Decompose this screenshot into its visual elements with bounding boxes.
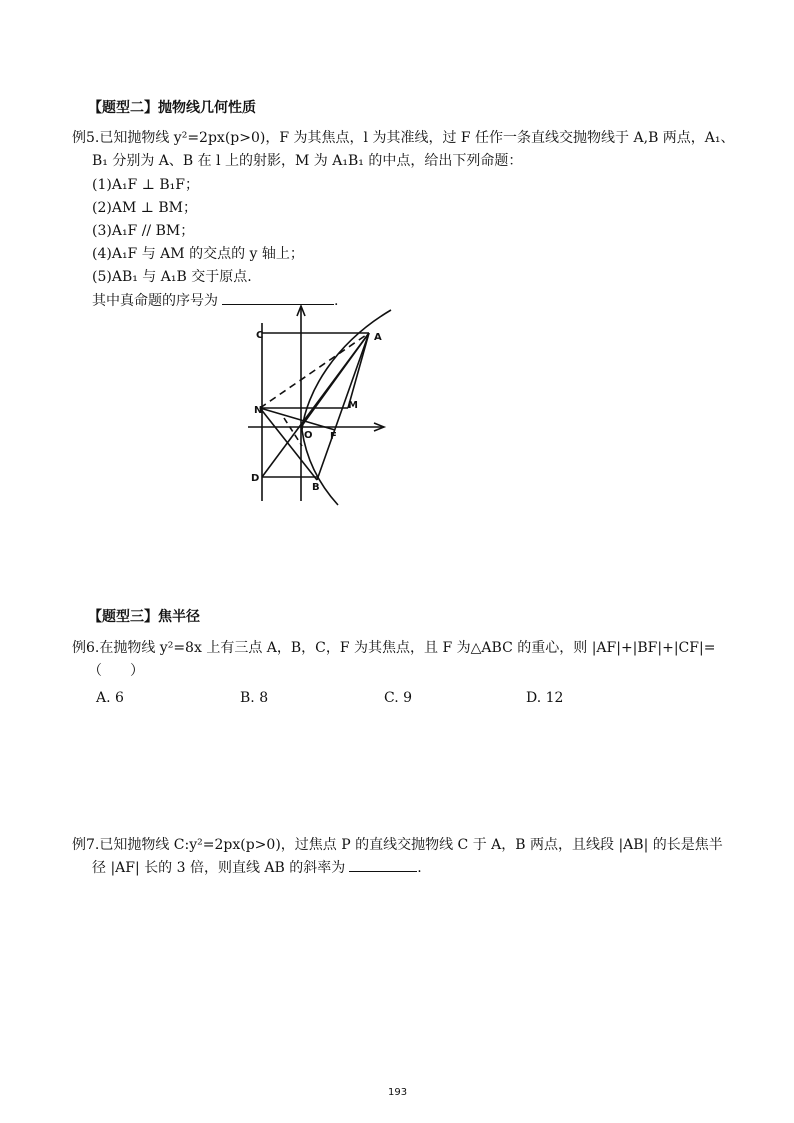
- example-5-label: 例5.: [72, 130, 100, 146]
- example-6-line-1: [72, 639, 715, 657]
- segment-am: [348, 333, 369, 408]
- label-a: A: [374, 332, 382, 343]
- example-7-end: .: [417, 860, 422, 876]
- section-heading-3: 【题型三】焦半径: [88, 609, 200, 625]
- proposition-5: (5)AB₁ 与 A₁B 交于原点.: [92, 269, 252, 285]
- example-7-text-2: 径 |AF| 长的 3 倍，则直线 AB 的斜率为: [92, 860, 346, 876]
- label-b: B: [312, 482, 320, 493]
- example-6-label: 例6.: [72, 640, 100, 656]
- example-7-label: 例7.: [72, 837, 100, 853]
- choice-a[interactable]: A. 6: [96, 690, 124, 706]
- choice-d[interactable]: D. 12: [526, 690, 564, 706]
- label-f: F: [330, 431, 337, 442]
- section-heading-2: 【题型二】抛物线几何性质: [88, 100, 256, 116]
- example-7-text-1: 已知抛物线 C:y²=2px(p>0)，过焦点 P 的直线交抛物线 C 于 A，B 两点，且线段 |AB| 的长是焦半: [99, 837, 723, 853]
- example-5-text-1: 已知抛物线 y²=2px(p>0)，F 为其焦点，l 为其准线，过 F 任作一条直线交抛物线于 A,B 两点，A₁、: [99, 130, 735, 146]
- choice-c[interactable]: C. 9: [384, 690, 413, 706]
- proposition-4: (4)A₁F 与 AM 的交点的 y 轴上；: [92, 246, 304, 262]
- example-6-text-1: 在抛物线 y²=8x 上有三点 A，B，C，F 为其焦点，且 F 为△ABC 的重心，则 |AF|+|BF|+|CF|=: [99, 640, 716, 656]
- example-5-line-2: B₁ 分别为 A、B 在 l 上的射影，M 为 A₁B₁ 的中点，给出下列命题：: [92, 153, 523, 169]
- answer-blank-7[interactable]: [349, 859, 417, 872]
- label-m: M: [348, 400, 358, 411]
- parabola-figure: [240, 298, 410, 508]
- choice-b[interactable]: B. 8: [240, 690, 269, 706]
- question-text: 其中真命题的序号为: [92, 293, 218, 309]
- proposition-1: (1)A₁F ⊥ B₁F；: [92, 177, 199, 193]
- dashed-na: [260, 333, 369, 408]
- label-n: N: [254, 405, 263, 416]
- example-6-paren: （ ）: [88, 663, 144, 679]
- label-d: D: [251, 473, 260, 484]
- label-c: C: [256, 330, 264, 341]
- focal-chord-ab: [317, 333, 369, 480]
- proposition-2: (2)AM ⊥ BM；: [92, 200, 197, 216]
- example-5-line-1: [72, 129, 735, 147]
- question-end: .: [334, 293, 339, 309]
- example-7-line-1: [72, 836, 723, 854]
- label-o: O: [304, 430, 313, 441]
- example-7-line-2: [92, 859, 422, 877]
- page-number: 193: [388, 1087, 408, 1098]
- proposition-3: (3)A₁F // BM；: [92, 223, 195, 239]
